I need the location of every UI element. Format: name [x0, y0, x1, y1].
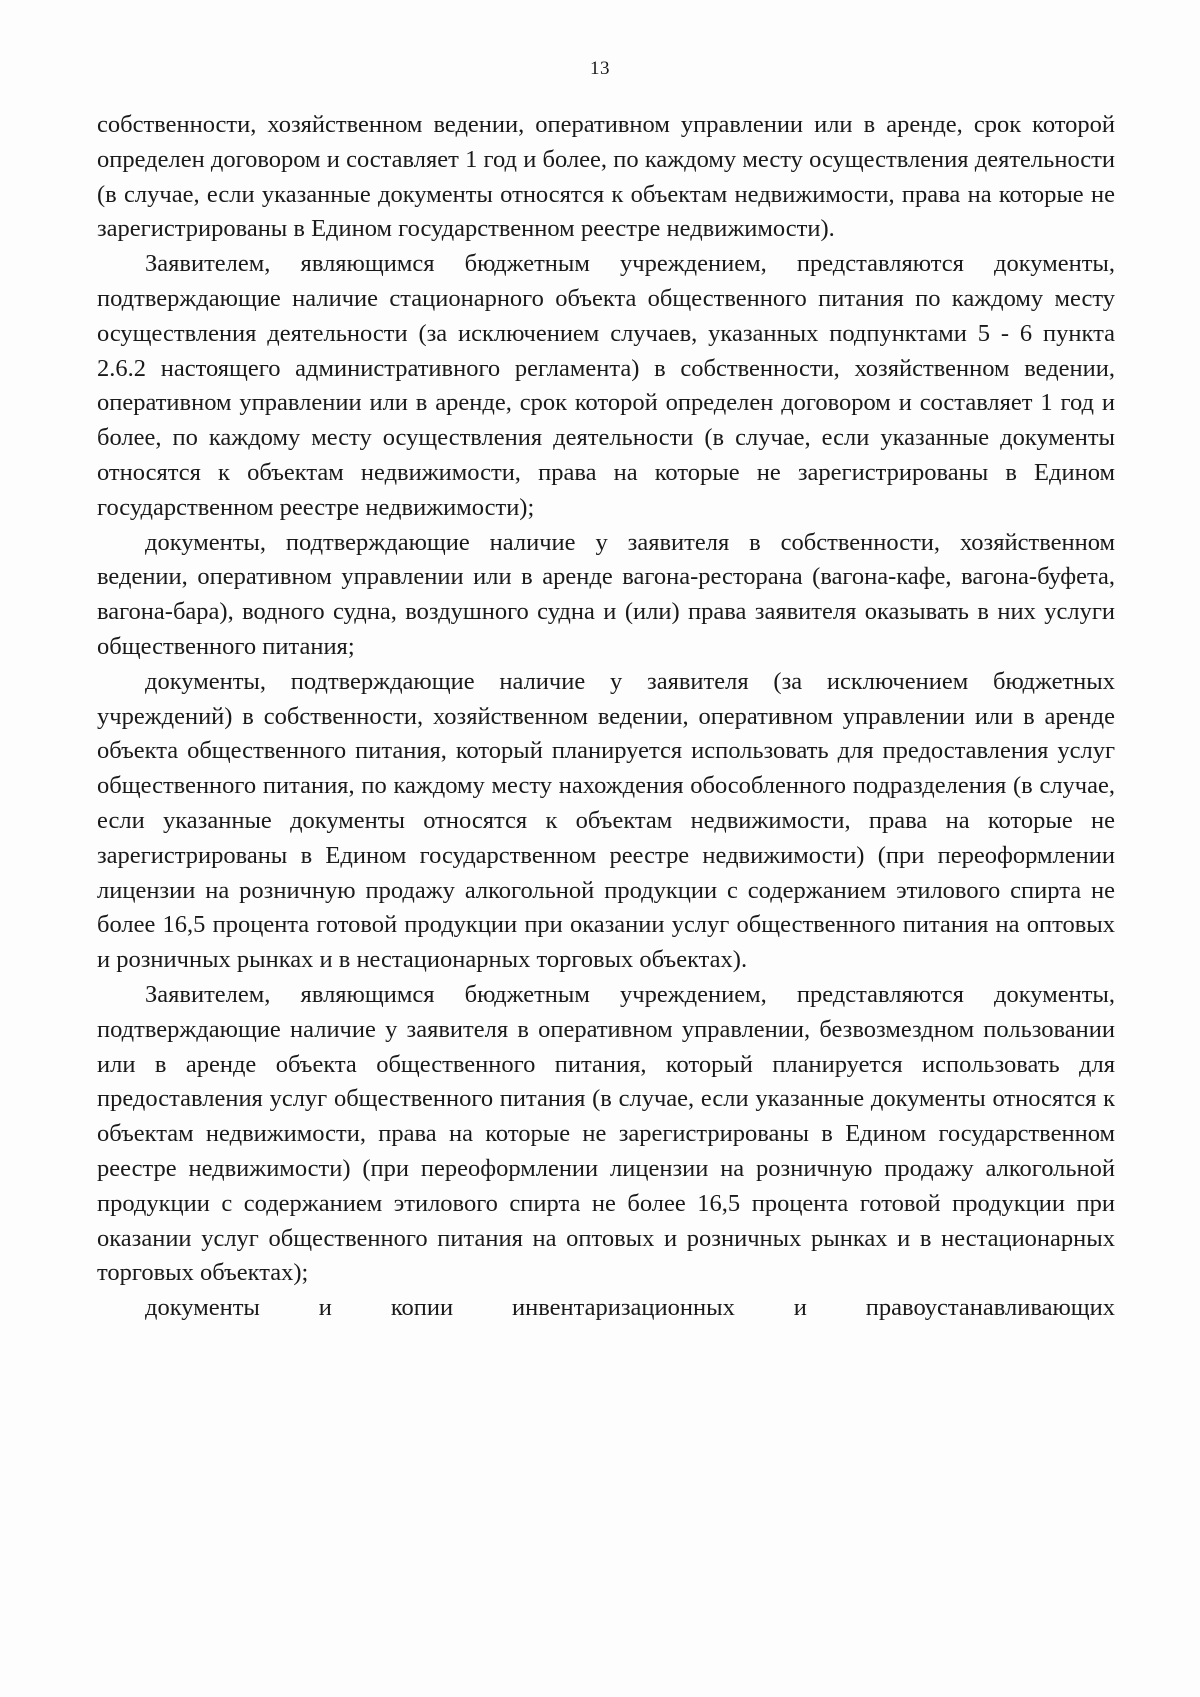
paragraph-inventory-documents: документы и копии инвентаризационных и правоустанавливающих [145, 1294, 1115, 1322]
document-body [97, 108, 1115, 1326]
paragraph-continuation: собственности, хозяйственном ведении, оперативном управлении или в аренде, срок которой определен договором и составляет 1 год и более, по каждому месту осуществления деятельности (в случае, если указанные документы относятся к объектам недвижимости, права на которые не зарегистрированы в Едином государственном реестре недвижимости). [97, 111, 1115, 243]
page-number: 13 [590, 58, 610, 79]
paragraph-public-catering-object-documents: документы, подтверждающие наличие у заявителя (за исключением бюджетных учреждений) в собственности, хозяйственном ведении, оперативном управлении или в аренде объекта общественного питания, который планируется использовать для предоставления услуг общественного питания, по каждому месту нахождения обособленного подразделения (в случае, если указанные документы относятся к объектам недвижимости, права на которые не зарегистрированы в Едином государственном реестре недвижимости) (при переоформлении лицензии на розничную продажу алкогольной продукции с содержанием этилового спирта не более 16,5 процента готовой продукции при оказании услуг общественного питания на оптовых и розничных рынках и в нестационарных торговых объектах). [97, 667, 1115, 974]
paragraph-budget-institution-operational: Заявителем, являющимся бюджетным учреждением, представляются документы, подтверждающие наличие у заявителя в оперативном управлении, безвозмездном пользовании или в аренде объекта общественного питания, который планируется использовать для предоставления услуг общественного питания (в случае, если указанные документы относятся к объектам недвижимости, права на которые не зарегистрированы в Едином государственном реестре недвижимости) (при переоформлении лицензии на розничную продажу алкогольной продукции с содержанием этилового спирта не более 16,5 процента готовой продукции при оказании услуг общественного питания на оптовых и розничных рынках и в нестационарных торговых объектах); [97, 980, 1115, 1287]
paragraph-restaurant-car-documents: документы, подтверждающие наличие у заявителя в собственности, хозяйственном ведении, оперативном управлении или в аренде вагона-ресторана (вагона-кафе, вагона-буфета, вагона-бара), водного судна, воздушного судна и (или) права заявителя оказывать в них услуги общественного питания; [97, 528, 1115, 660]
paragraph-budget-institution-stationary: Заявителем, являющимся бюджетным учреждением, представляются документы, подтверждающие наличие стационарного объекта общественного питания по каждому месту осуществления деятельности (за исключением случаев, указанных подпунктами 5 - 6 пункта 2.6.2 настоящего административного регламента) в собственности, хозяйственном ведении, оперативном управлении или в аренде, срок которой определен договором и составляет 1 год и более, по каждому месту осуществления деятельности (в случае, если указанные документы относятся к объектам недвижимости, права на которые не зарегистрированы в Едином государственном реестре недвижимости); [97, 250, 1115, 521]
